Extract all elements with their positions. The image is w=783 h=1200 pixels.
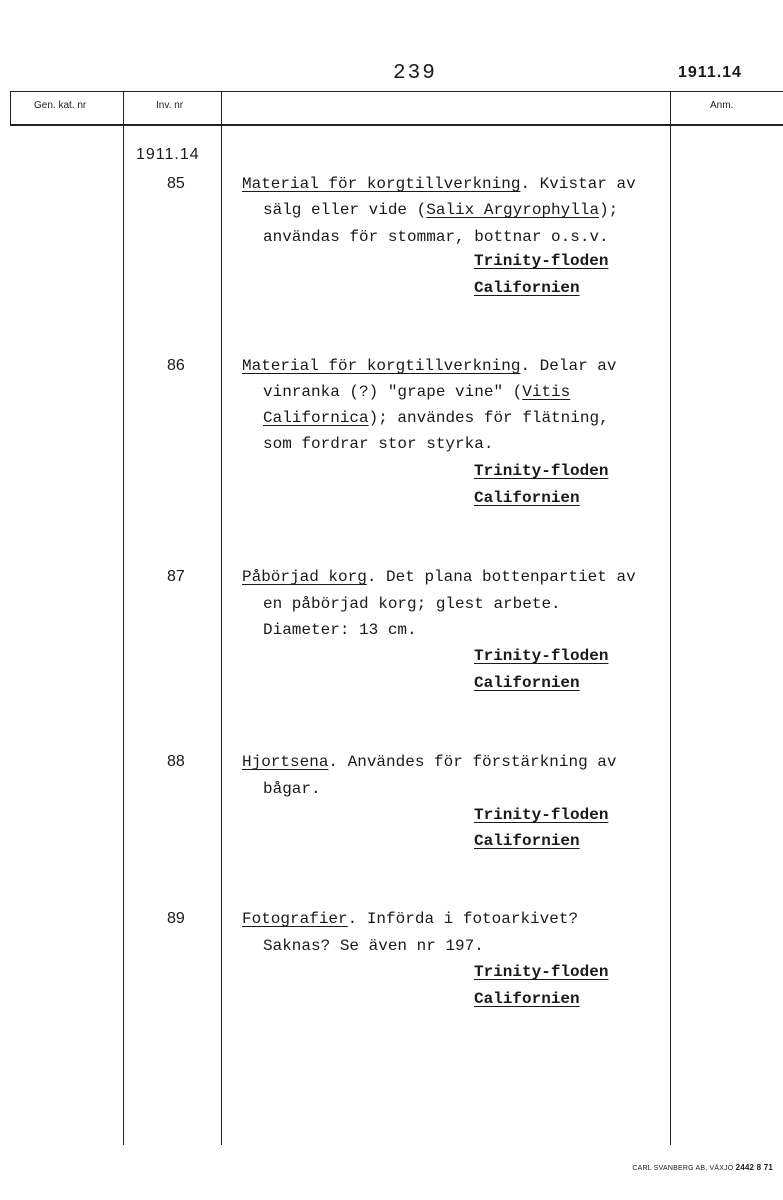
location-river: Trinity-floden xyxy=(474,963,609,981)
entry-text: . Delar av xyxy=(520,357,617,375)
column-divider-text-anm xyxy=(670,91,671,1145)
column-divider-inv-text xyxy=(221,91,222,1145)
column-header-inv: Inv. nr xyxy=(156,100,184,111)
entry-line xyxy=(263,201,618,219)
column-divider-gen-inv xyxy=(123,91,124,1145)
header-year: 1911.14 xyxy=(678,64,742,81)
left-border xyxy=(10,91,11,126)
entry-text: sälg eller vide ( xyxy=(263,201,427,219)
inv-number: 88 xyxy=(167,753,185,770)
entry-line xyxy=(242,568,636,586)
entry-line: användas för stommar, bottnar o.s.v. xyxy=(263,228,609,246)
entry-line xyxy=(242,753,616,771)
location-river: Trinity-floden xyxy=(474,462,609,480)
entry-text: . Användes för förstärkning av xyxy=(328,753,617,771)
entry-line: som fordrar stor styrka. xyxy=(263,435,494,453)
location-state: Californien xyxy=(474,832,580,850)
location-river: Trinity-floden xyxy=(474,647,609,665)
inv-number: 89 xyxy=(167,910,185,927)
species-name: Vitis xyxy=(522,383,571,401)
form-code: 2442 8 71 xyxy=(735,1163,773,1172)
printer-name: CARL SVANBERG AB, VÄXJÖ xyxy=(632,1165,734,1172)
entry-line xyxy=(263,409,609,427)
entry-line: en påbörjad korg; glest arbete. xyxy=(263,595,561,613)
entry-text: . Införda i fotoarkivet? xyxy=(347,910,579,928)
header-top-rule xyxy=(10,91,783,92)
entry-line: Diameter: 13 cm. xyxy=(263,621,417,639)
entry-title: Material för korgtillverkning xyxy=(242,175,521,193)
entry-text: ); xyxy=(599,201,619,219)
entry-title: Material för korgtillverkning xyxy=(242,357,521,375)
entry-line: bågar. xyxy=(263,780,321,798)
entry-line xyxy=(242,910,578,928)
inv-number: 85 xyxy=(167,175,185,192)
entry-title: Påbörjad korg xyxy=(242,568,367,586)
entry-line xyxy=(242,175,636,193)
entry-line xyxy=(242,357,616,375)
location-state: Californien xyxy=(474,489,580,507)
entry-title: Fotografier xyxy=(242,910,348,928)
entry-line xyxy=(263,383,570,401)
species-name: Californica xyxy=(263,409,369,427)
entry-text: . Kvistar av xyxy=(520,175,636,193)
printer-imprint xyxy=(632,1163,773,1172)
inv-number: 87 xyxy=(167,568,185,585)
location-river: Trinity-floden xyxy=(474,806,609,824)
entry-text: . Det plana bottenpartiet av xyxy=(366,568,636,586)
column-header-anm: Anm. xyxy=(710,100,734,111)
header-bottom-rule xyxy=(10,124,783,126)
location-river: Trinity-floden xyxy=(474,252,609,270)
entry-text: vinranka (?) "grape vine" ( xyxy=(263,383,523,401)
column-header-gen-kat: Gen. kat. nr xyxy=(34,100,87,111)
inv-number: 86 xyxy=(167,357,185,374)
location-state: Californien xyxy=(474,279,580,297)
entry-text: ); användes för flätning, xyxy=(368,409,609,427)
species-name: Salix Argyrophylla xyxy=(426,201,600,219)
location-state: Californien xyxy=(474,674,580,692)
entry-line: Saknas? Se även nr 197. xyxy=(263,937,484,955)
inv-year: 1911.14 xyxy=(136,146,200,163)
entry-title: Hjortsena xyxy=(242,753,329,771)
location-state: Californien xyxy=(474,990,580,1008)
page-number: 239 xyxy=(393,62,437,85)
